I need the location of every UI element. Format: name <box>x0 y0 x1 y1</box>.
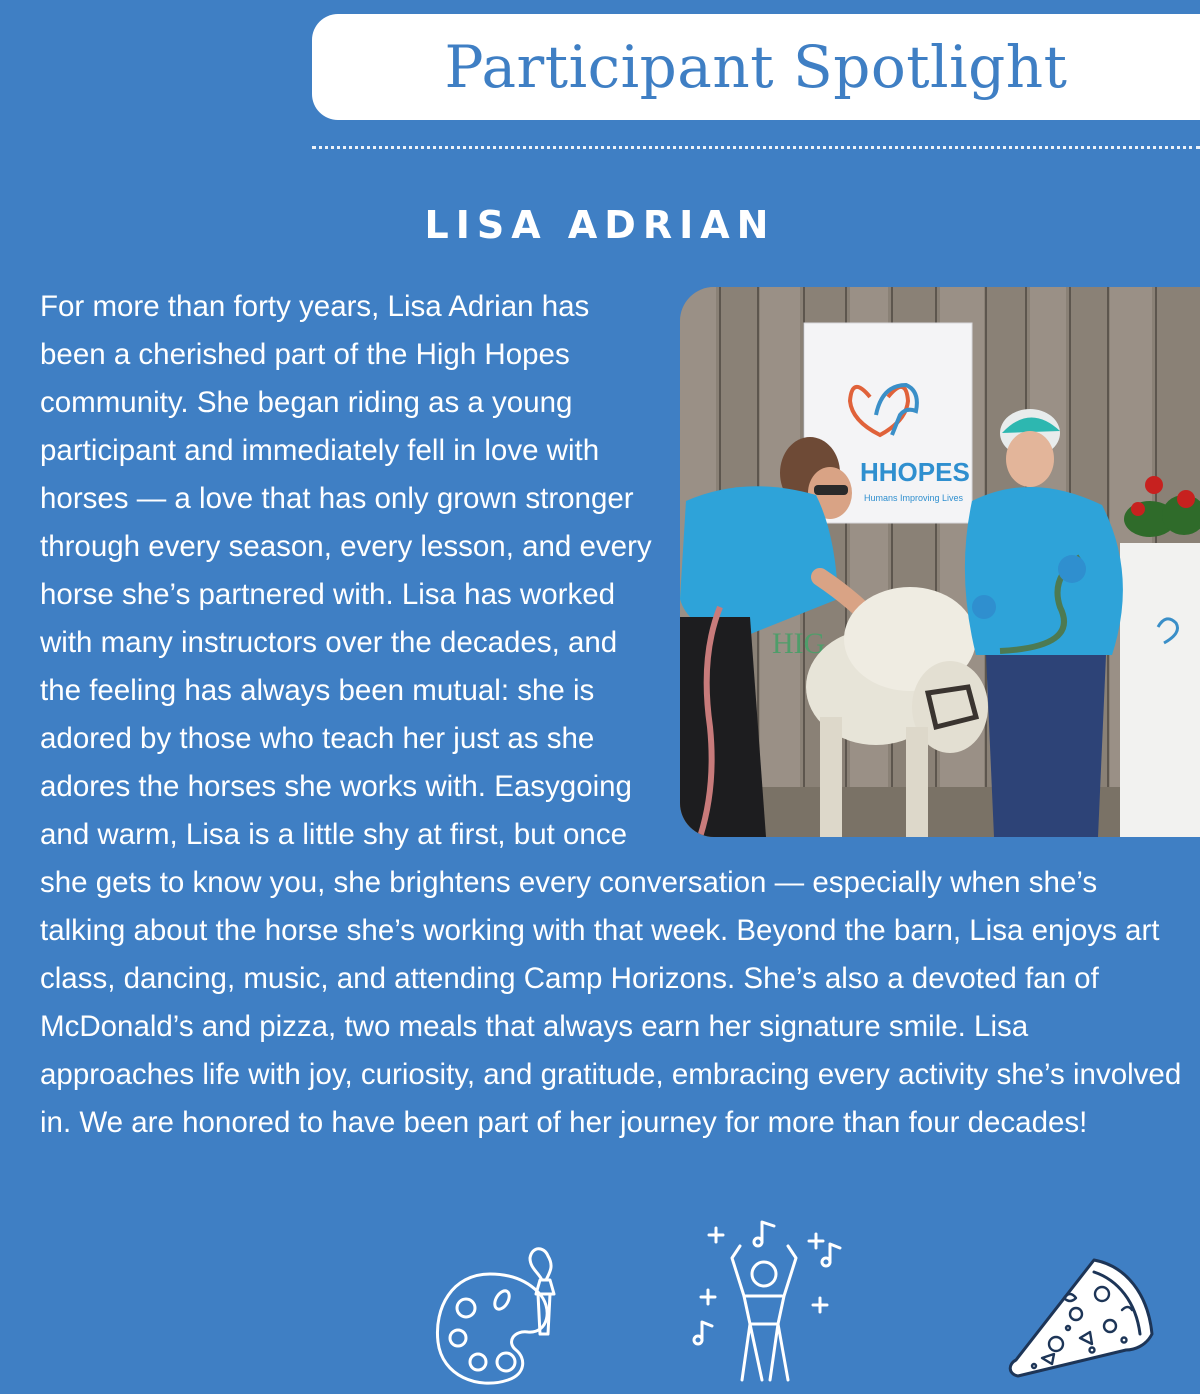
art-palette-icon <box>430 1238 570 1388</box>
dotted-divider <box>312 146 1200 149</box>
pizza-slice-icon <box>1006 1254 1156 1384</box>
page-title: Participant Spotlight <box>444 33 1068 101</box>
participant-photo <box>680 287 1200 837</box>
banner-brand: HHOPES <box>860 457 970 487</box>
wall-sign: HIG <box>772 627 826 660</box>
bio-paragraph-2: Easygoing and warm, Lisa is a little shy at first, but once she gets to know you, she brightens every conversation — especially when she’s talking about the horse she’s working with that week. Beyond the barn, Lisa enjoys art class, dancing, music, and attending Camp Horizons. She’s also a devoted fan of McDonald’s and pizza, two meals that always earn her signature smile. Lisa approaches life with joy, curiosity, and gratitude, embracing every activity she’s involved in. We are honored to have been part of her journey for more than four decades! <box>40 770 1182 1139</box>
bio-paragraph-1: For more than forty years, Lisa Adrian has been a cherished part of the High Hopes community. She began riding as a young participant and immediately fell in love with horses — a love that has only grown stronger through every season, every lesson, and every horse she’s partnered with. Lisa has worked with many instructors over the decades, and the feeling has always been mutual: she is adored by those who teach her just as she adores the horses she works with. <box>40 290 652 803</box>
banner-tagline: Humans Improving Lives <box>864 493 964 503</box>
participant-name: LISA ADRIAN <box>424 203 776 247</box>
dancing-person-icon <box>680 1212 860 1390</box>
